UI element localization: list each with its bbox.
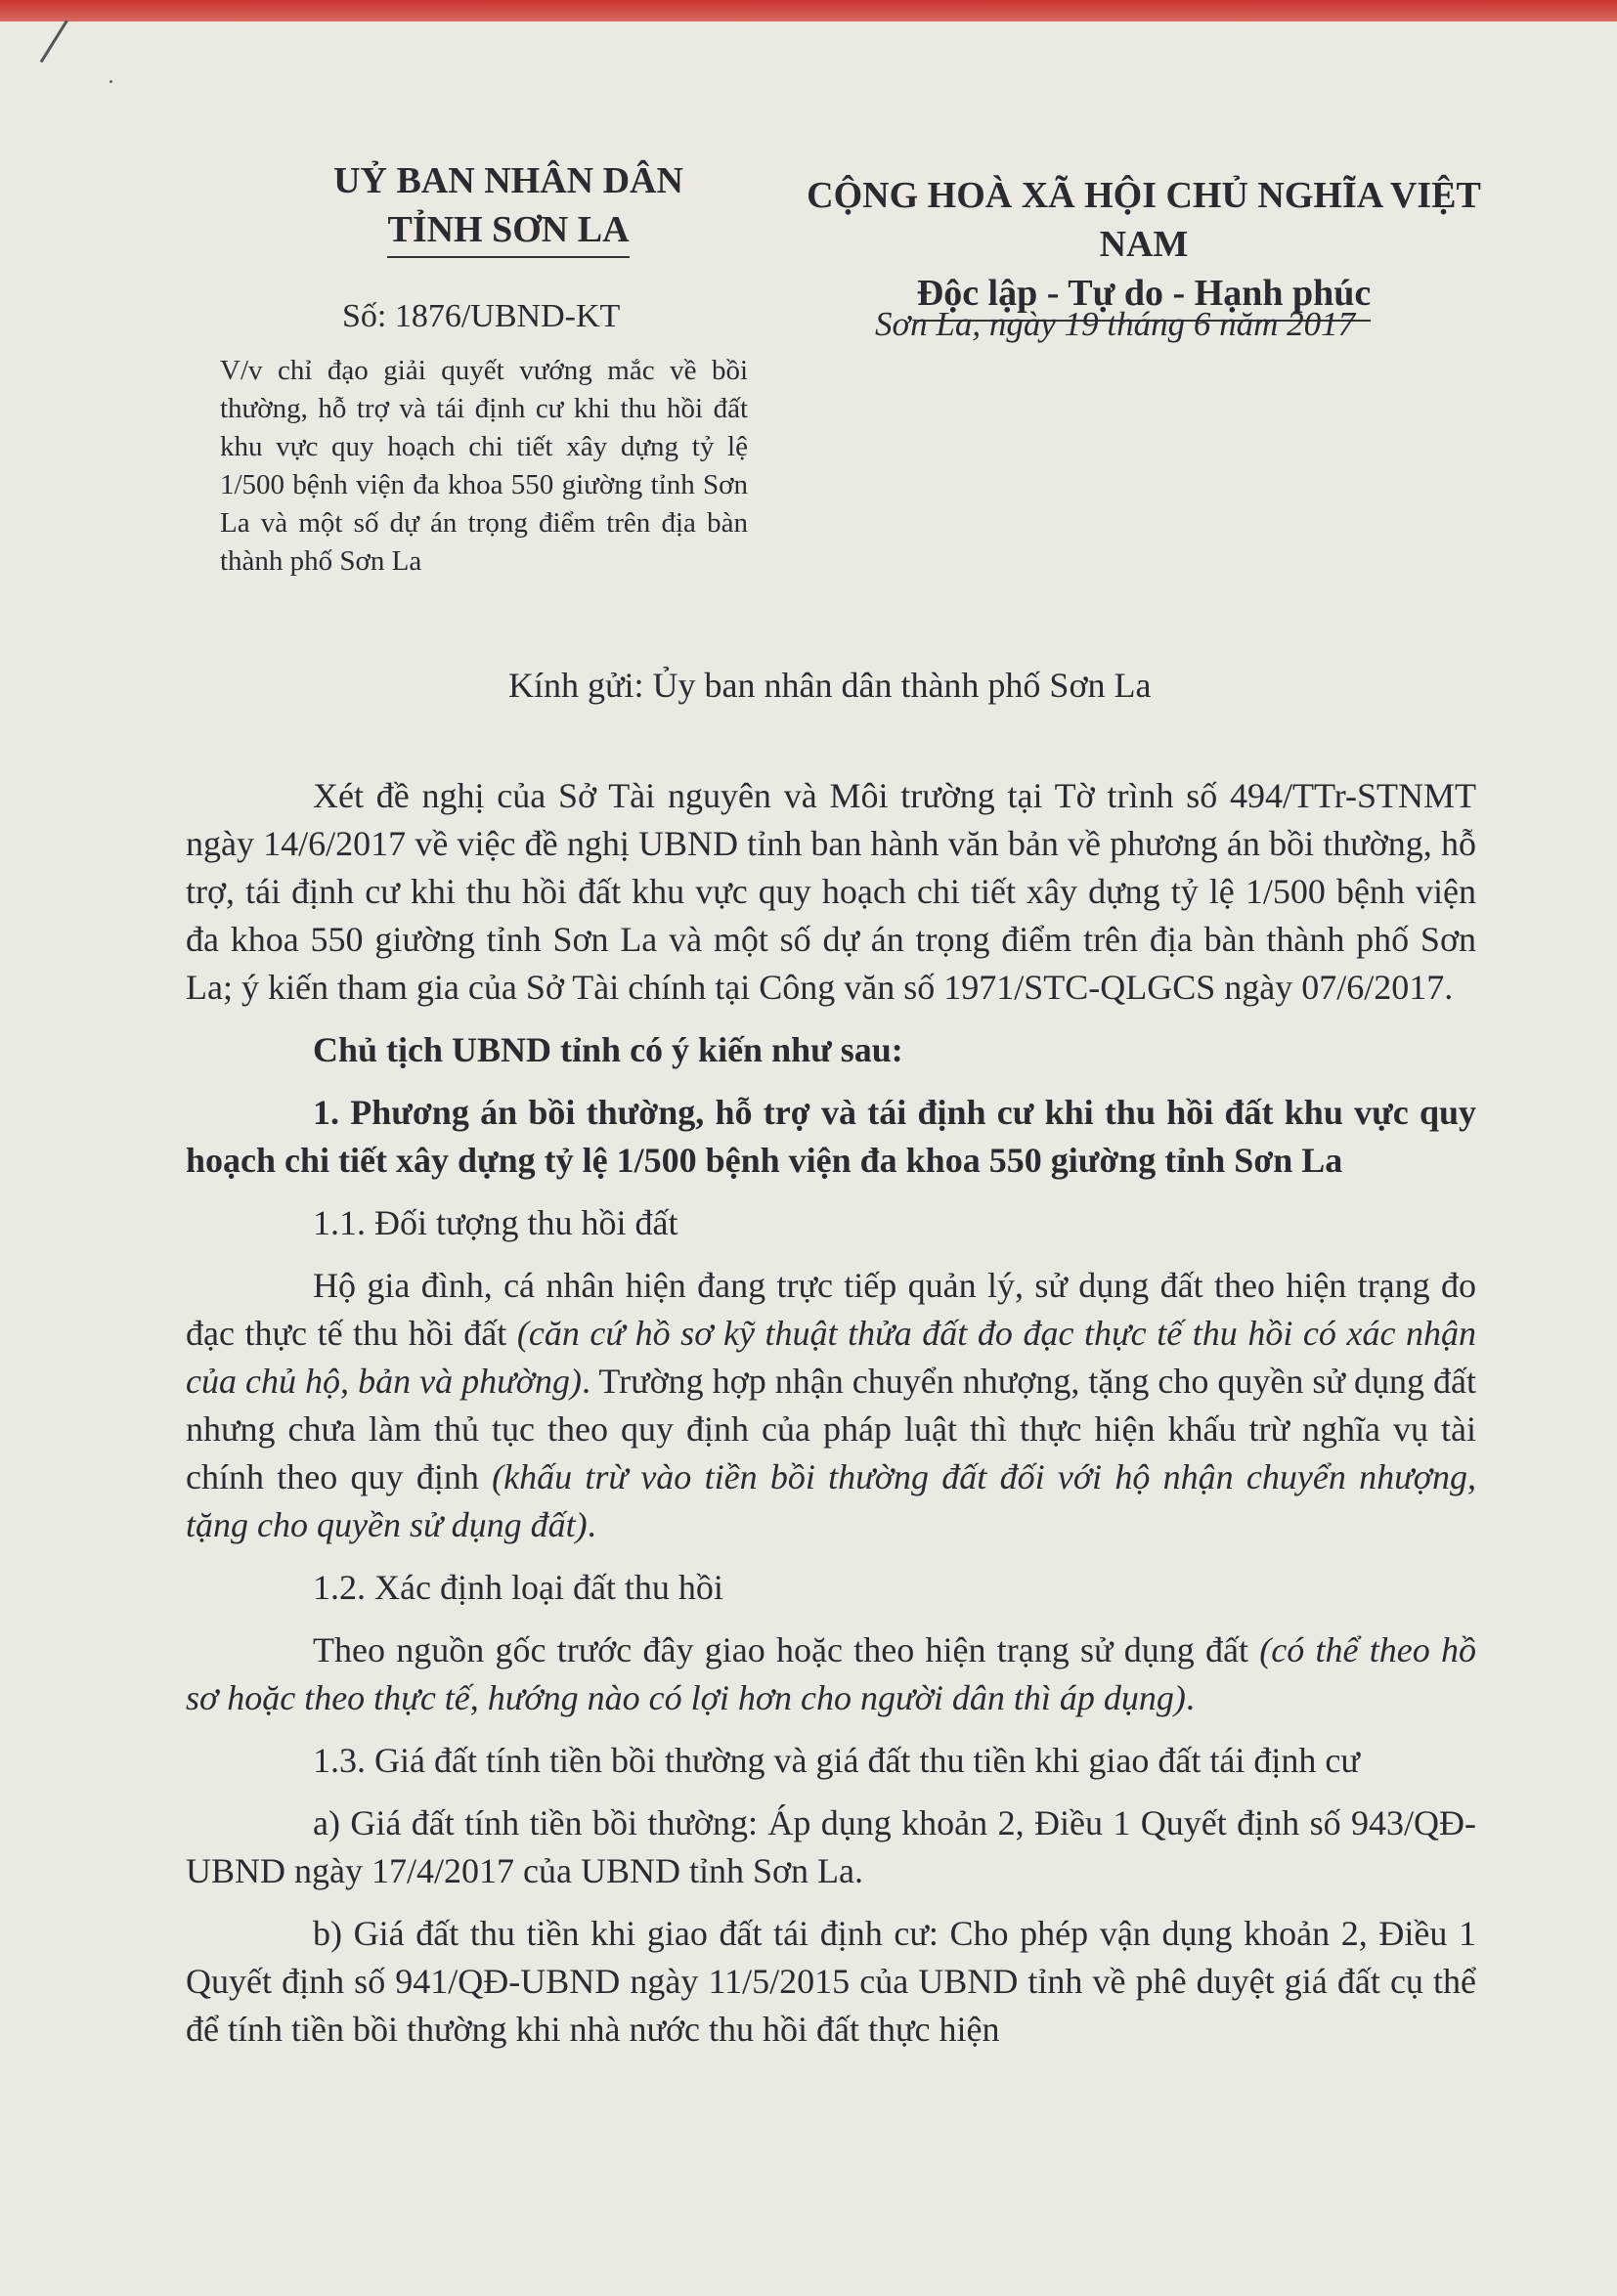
section-1-1-title: 1.1. Đối tượng thu hồi đất <box>313 1203 678 1242</box>
recipient-line: Kính gửi: Ủy ban nhân dân thành phố Sơn La <box>508 666 1152 705</box>
italic-note: (có thể theo hồ sơ hoặc theo thực tế, hướng nào có lợi hơn cho người dân thì áp dụng) <box>186 1630 1476 1717</box>
org-line-2: TỈNH SƠN LA <box>387 205 629 258</box>
opinion-heading: Chủ tịch UBND tỉnh có ý kiến như sau: <box>313 1030 903 1069</box>
section-1-2-title: 1.2. Xác định loại đất thu hồi <box>313 1568 723 1607</box>
top-color-band <box>0 0 1617 22</box>
section-1-3-b: b) Giá đất thu tiền khi giao đất tái định cư: Cho phép vận dụng khoản 2, Điều 1 Quyết định số 941/QĐ-UBND ngày 11/5/2015 của UBND tỉnh về phê duyệt giá đất cụ thể để tính tiền bồi thường khi nhà nước thu hồi đất thực hiện <box>186 1914 1476 2049</box>
italic-note: (căn cứ hồ sơ kỹ thuật thửa đất đo đạc thực tế thu hồi có xác nhận của chủ hộ, bản và phường) <box>186 1314 1476 1401</box>
section-1-3-title: 1.3. Giá đất tính tiền bồi thường và giá đất thu tiền khi giao đất tái định cư <box>313 1741 1360 1780</box>
intro-paragraph: Xét đề nghị của Sở Tài nguyên và Môi trường tại Tờ trình số 494/TTr-STNMT ngày 14/6/2017 về việc đề nghị UBND tỉnh ban hành văn bản về phương án bồi thường, hỗ trợ, tái định cư khi thu hồi đất khu vực quy hoạch chi tiết xây dựng tỷ lệ 1/500 bệnh viện đa khoa 550 giường tỉnh Sơn La và một số dự án trọng điểm trên địa bàn thành phố Sơn La; ý kiến tham gia của Sở Tài chính tại Công văn số 1971/STC-QLGCS ngày 07/6/2017. <box>186 776 1476 1007</box>
section-1-3-a: a) Giá đất tính tiền bồi thường: Áp dụng khoản 2, Điều 1 Quyết định số 943/QĐ-UBND ngày 17/4/2017 của UBND tỉnh Sơn La. <box>186 1803 1476 1890</box>
document-subject: V/v chỉ đạo giải quyết vướng mắc về bồi thường, hỗ trợ và tái định cư khi thu hồi đất khu vực quy hoạch chi tiết xây dựng tỷ lệ 1/500 bệnh viện đa khoa 550 giường tỉnh Sơn La và một số dự án trọng điểm trên địa bàn thành phố Sơn La <box>220 355 748 577</box>
org-line-1: UỶ BAN NHÂN DÂN <box>333 160 683 201</box>
pen-stroke-mark <box>40 20 68 63</box>
pen-dot-mark <box>109 80 112 83</box>
document-number: Số: 1876/UBND-KT <box>342 298 621 334</box>
section-1-heading: 1. Phương án bồi thường, hỗ trợ và tái định cư khi thu hồi đất khu vực quy hoạch chi tiết xây dựng tỷ lệ 1/500 bệnh viện đa khoa 550 giường tỉnh Sơn La <box>186 1093 1476 1180</box>
text-run: . <box>587 1505 596 1544</box>
section-1-2-paragraph <box>186 1626 1476 1722</box>
issuing-authority <box>303 156 714 258</box>
section-1-1-paragraph <box>186 1262 1476 1549</box>
text-run: . Trường hợp nhận chuyển nhượng, tặng cho quyền sử dụng đất nhưng chưa làm thủ tục theo quy định của pháp luật thì thực hiện khấu trừ nghĩa vụ tài chính theo quy định <box>186 1362 1476 1496</box>
national-motto: Độc lập - Tự do - Hạnh phúc <box>917 269 1372 322</box>
italic-note: (khấu trừ vào tiền bồi thường đất đối với hộ nhận chuyển nhượng, tặng cho quyền sử dụng đất) <box>186 1457 1476 1544</box>
document-body <box>186 772 1476 2068</box>
issue-date: Sơn La, ngày 19 tháng 6 năm 2017 <box>875 305 1356 343</box>
text-run: . <box>1185 1678 1195 1717</box>
text-run: Hộ gia đình, cá nhân hiện đang trực tiếp quản lý, sử dụng đất theo hiện trạng đo đạc thực tế thu hồi đất <box>186 1266 1476 1353</box>
text-run: Theo nguồn gốc trước đây giao hoặc theo hiện trạng sử dụng đất <box>313 1630 1260 1669</box>
national-title <box>763 171 1525 322</box>
nation-name: CỘNG HOÀ XÃ HỘI CHỦ NGHĨA VIỆT NAM <box>807 175 1481 265</box>
